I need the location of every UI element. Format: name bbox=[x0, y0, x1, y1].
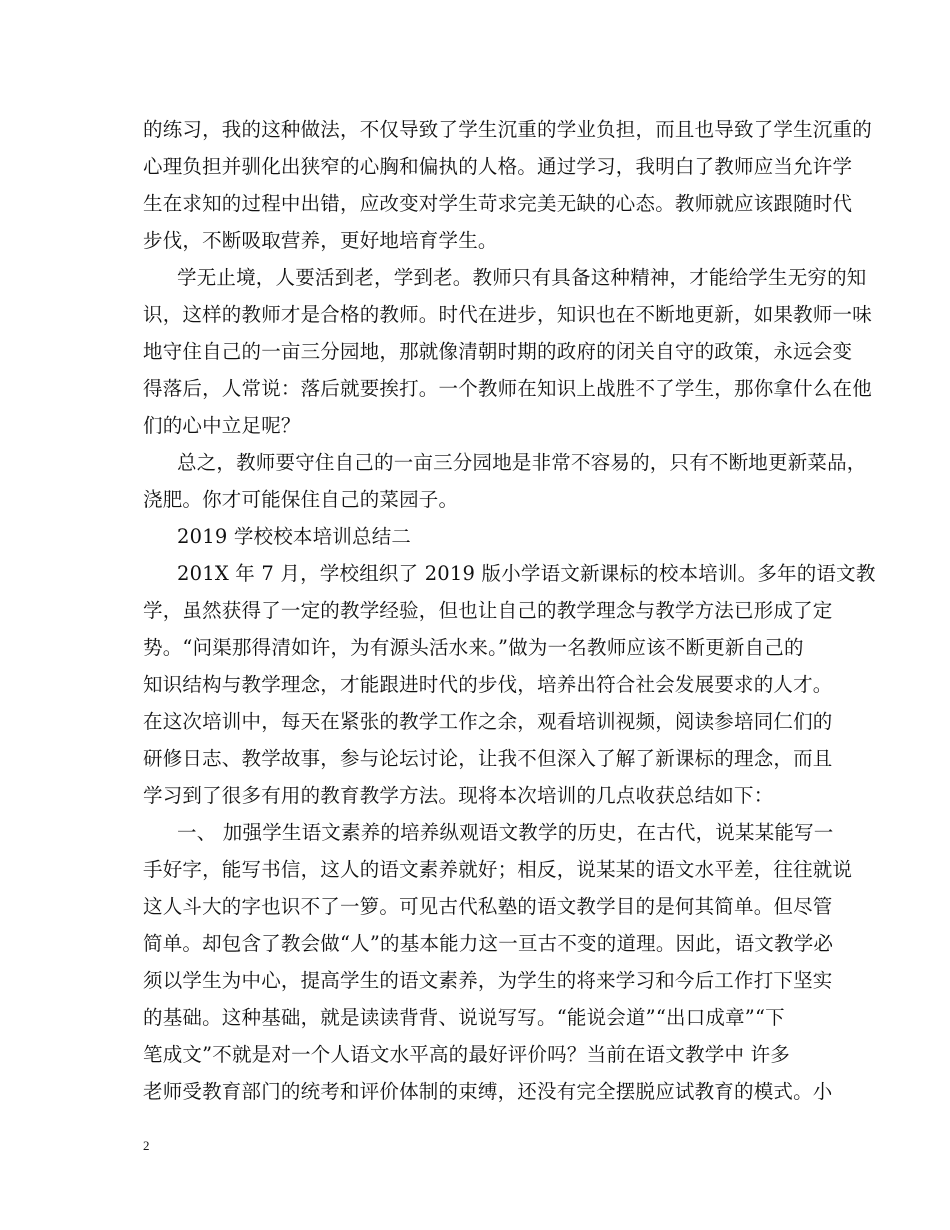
text-line: 学习到了很多有用的教育教学方法。现将本次培训的几点收获总结如下： bbox=[143, 784, 774, 807]
text-line: 简单。却包含了教会做“人”的基本能力这一亘古不变的道理。因此，语文教学必 bbox=[143, 932, 834, 955]
text-line: 须以学生为中心，提高学生的语文素养，为学生的将来学习和今后工作打下坚实 bbox=[143, 969, 833, 992]
text-line: 这人斗大的字也识不了一箩。可见古代私塾的语文教学目的是何其简单。但尽管 bbox=[143, 895, 833, 918]
text-line: 总之，教师要守住自己的一亩三分园地是非常不容易的，只有不断地更新菜品， bbox=[177, 451, 867, 474]
text-line: 心理负担并驯化出狭窄的心胸和偏执的人格。通过学习，我明白了教师应当允许学 bbox=[143, 155, 853, 178]
text-line: 老师受教育部门的统考和评价体制的束缚，还没有完全摆脱应试教育的模式。小 bbox=[143, 1080, 833, 1103]
text-line: 在这次培训中，每天在紧张的教学工作之余，观看培训视频，阅读参培同仁们的 bbox=[143, 710, 833, 733]
text-line: 地守住自己的一亩三分园地，那就像清朝时期的政府的闭关自守的政策，永远会变 bbox=[143, 340, 853, 363]
text-line: 笔成文”不就是对一个人语文水平高的最好评价吗？当前在语文教学中 许多 bbox=[143, 1043, 790, 1066]
text-line: 学无止境，人要活到老，学到老。教师只有具备这种精神，才能给学生无穷的知 bbox=[177, 266, 867, 289]
text-line: 们的心中立足呢？ bbox=[143, 414, 301, 437]
text-line: 步伐，不断吸取营养，更好地培育学生。 bbox=[143, 229, 498, 252]
text-line: 势。“问渠那得清如许，为有源头活水来。”做为一名教师应该不断更新自己的 bbox=[143, 636, 804, 659]
text-line: 手好字，能写书信，这人的语文素养就好；相反，说某某的语文水平差，往往就说 bbox=[143, 858, 853, 881]
text-line: 研修日志、教学故事，参与论坛讨论，让我不但深入了解了新课标的理念，而且 bbox=[143, 747, 833, 770]
text-line: 201X 年 7 月，学校组织了 2019 版小学语文新课标的校本培训。多年的语文教 bbox=[177, 562, 876, 585]
text-line: 学，虽然获得了一定的教学经验，但也让自己的教学理念与教学方法已形成了定 bbox=[143, 599, 833, 622]
text-line: 的基础。这种基础，就是读读背背、说说写写。“能说会道”“出口成章”“下 bbox=[143, 1006, 785, 1029]
page-number: 2 bbox=[143, 1138, 150, 1153]
text-line: 识，这样的教师才是合格的教师。时代在进步，知识也在不断地更新，如果教师一味 bbox=[143, 303, 872, 326]
text-line: 生在求知的过程中出错，应改变对学生苛求完美无缺的心态。教师就应该跟随时代 bbox=[143, 192, 853, 215]
text-line: 一、 加强学生语文素养的培养纵观语文教学的历史，在古代，说某某能写一 bbox=[177, 821, 834, 844]
text-line: 的练习，我的这种做法，不仅导致了学生沉重的学业负担，而且也导致了学生沉重的 bbox=[143, 118, 872, 141]
text-line: 浇肥。你才可能保住自己的菜园子。 bbox=[143, 488, 459, 511]
section-heading: 2019 学校校本培训总结二 bbox=[177, 525, 412, 548]
text-line: 知识结构与教学理念，才能跟进时代的步伐，培养出符合社会发展要求的人才。 bbox=[143, 673, 833, 696]
text-line: 得落后，人常说：落后就要挨打。一个教师在知识上战胜不了学生，那你拿什么在他 bbox=[143, 377, 872, 400]
